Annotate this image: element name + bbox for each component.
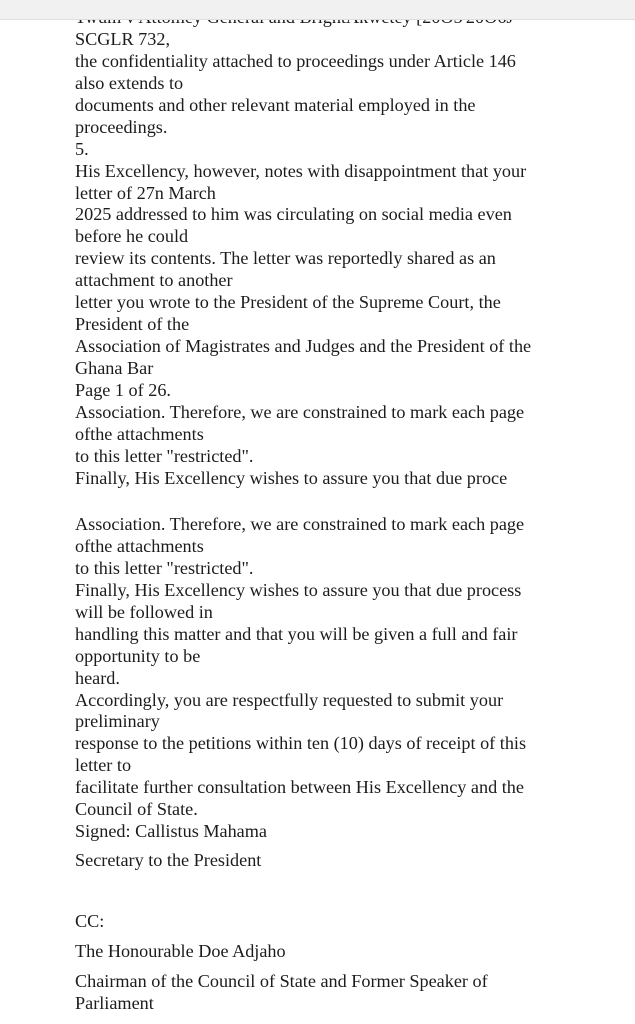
letter-text-line: preliminary [75,711,160,732]
letter-text-line: Finally, His Excellency wishes to assure you that due proce [75,467,508,488]
letter-text-line: attachment to another [75,270,233,291]
letter-text-line: Association. Therefore, we are constrained to mark each page [75,514,525,534]
letter-text-line: the confidentiality attached to proceedings under Article 146 [75,50,516,71]
letter-text-line: SCGLR 732, [75,28,170,49]
letter-text-line: review its contents. The letter was reportedly shared as an [75,248,496,269]
letter-text-line: to this letter "restricted". [75,557,254,578]
letter-text-line: Finally, His Excellency wishes to assure you that due process [75,579,522,600]
letter-text-line: Signed: Callistus Mahama [75,821,267,842]
letter-text-line: Association of Magistrates and Judges and the President of the [75,336,532,357]
letter-text-line: Association. Therefore, we are constrained to mark each page [75,401,525,422]
letter-text-line: Council of State. [75,799,198,820]
letter-body-section-b [75,514,615,843]
letter-text-line: Accordingly, you are respectfully requested to submit your [75,689,504,710]
letter-text-line: Ghana Bar [75,358,154,378]
letter-text-line: proceedings. [75,116,168,137]
letter-body-section-a [75,7,615,490]
letter-text-line: before he could [75,226,189,247]
letter-text-line: opportunity to be [75,645,201,666]
cc-label: CC: [75,911,105,931]
letter-text-line: handling this matter and that you will be given a full and fair [75,623,518,644]
letter-text-line: heard. [75,667,120,688]
top-toolbar-bar [0,0,635,20]
cc-recipient-title-line2: Parliament [75,993,154,1013]
letter-text-line: 5. [75,138,89,159]
letter-text-line: 2025 addressed to him was circulating on social media even [75,204,512,225]
letter-text-line: His Excellency, however, notes with disappointment that your [75,160,527,181]
signatory-title: Secretary to the President [75,850,262,870]
cc-recipient-title-line1: Chairman of the Council of State and Former Speaker of [75,971,488,991]
letter-text-line: documents and other relevant material employed in the [75,94,476,115]
letter-text-line: letter you wrote to the President of the Supreme Court, the [75,292,501,313]
letter-text-line: letter to [75,755,132,776]
letter-text-line: letter of 27n March [75,182,216,203]
letter-text-line: Page 1 of 26. [75,379,171,400]
letter-text-line: to this letter "restricted". [75,445,254,466]
letter-text-line: President of the [75,314,190,335]
letter-text-line: will be followed in [75,601,213,622]
cc-recipient-name: The Honourable Doe Adjaho [75,941,286,961]
letter-text-line: also extends to [75,72,184,93]
letter-text-line: ofthe attachments [75,535,204,556]
letter-text-line: ofthe attachments [75,423,204,444]
letter-text-line: facilitate further consultation between His Excellency and the [75,777,524,798]
letter-text-line: response to the petitions within ten (10) days of receipt of this [75,733,527,754]
